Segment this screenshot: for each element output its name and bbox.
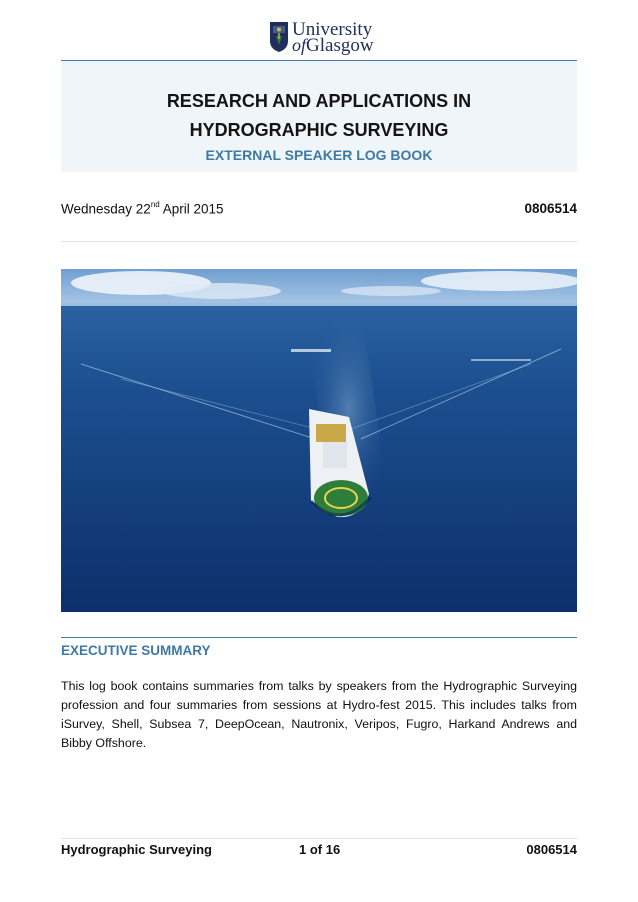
section-rule [61,637,577,638]
title-line-2: HYDROGRAPHIC SURVEYING [189,120,449,140]
logo-line-2: ofGlasgow [292,35,374,56]
section-heading: EXECUTIVE SUMMARY [61,643,211,658]
logo-line-1: University [292,19,373,40]
university-logo [269,20,379,56]
footer-rule [61,838,577,839]
crest-icon [269,21,289,53]
survey-vessel-photo [61,269,577,612]
title-banner [61,60,577,172]
summary-paragraph: This log book contains summaries from talks by speakers from the Hydrographic Surveying profession and four summaries from sessions at Hydro-fest 2015. This includes talks from iSurvey, Shell, Subsea 7, DeepOcean, Nautronix, Veripos, Fugro, Harkand Andrews and Bibby Offshore. [61,679,577,750]
divider [61,241,577,242]
subtitle: EXTERNAL SPEAKER LOG BOOK [205,147,433,163]
footer-id: 0806514 [526,842,577,857]
date-text: Wednesday 22nd April 2015 [61,200,224,217]
footer-course: Hydrographic Surveying [61,842,212,857]
title-line-1: RESEARCH AND APPLICATIONS IN [166,91,472,111]
footer-page-number: 1 of 16 [299,842,341,857]
student-id: 0806514 [524,201,577,216]
